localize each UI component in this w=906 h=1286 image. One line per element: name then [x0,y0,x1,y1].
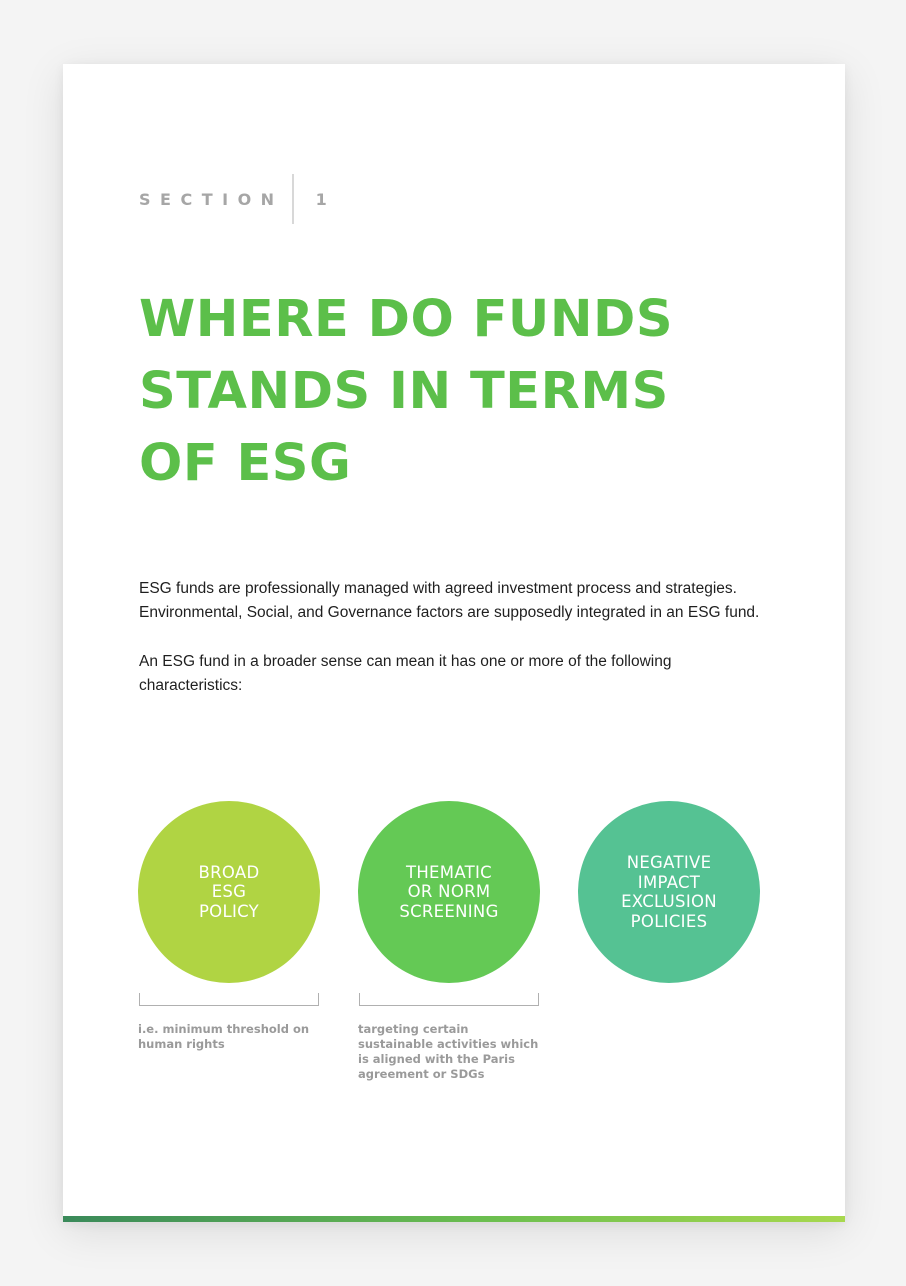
circle-label-line: POLICY [198,901,260,921]
note-line: human rights [138,1037,225,1051]
intro-paragraph: ESG funds are professionally managed with agreed investment process and strategies. Environmental, Social, and Governance factors are supposedly integrated in an ESG fund. [139,580,760,621]
note-bracket [359,993,539,1006]
note-line: targeting certain [358,1022,469,1036]
note-bracket [139,993,319,1006]
title-line-2: STANDS IN TERMS [139,362,669,421]
circle-label-line: POLICIES [630,911,708,931]
body-text [139,577,769,723]
note-line: agreement or SDGs [358,1067,485,1081]
title-line-3: OF ESG [139,434,352,493]
circle-label [621,853,717,931]
broad-esg-policy-circle [138,801,320,983]
circle-label-line: OR NORM [407,882,491,902]
bottom-gradient-bar [63,1216,845,1222]
circle-label-line: THEMATIC [405,862,492,882]
page-title [139,284,673,500]
thematic-screening-circle [358,801,540,983]
characteristics-paragraph: An ESG fund in a broader sense can mean it has one or more of the following characteristics: [139,653,672,694]
note-line: sustainable activities which [358,1037,539,1051]
circle-label-line: BROAD [198,862,260,882]
note-line: is aligned with the Paris [358,1052,515,1066]
negative-impact-circle [578,801,760,983]
section-number: 1 [315,189,329,209]
broad-esg-note [138,1022,328,1052]
circle-label [399,863,498,922]
section-word: SECTION [139,189,284,209]
document-page [63,64,845,1222]
circle-label-line: EXCLUSION [621,892,717,911]
circle-label-line: IMPACT [637,872,701,892]
title-line-1: WHERE DO FUNDS [139,290,674,349]
section-divider [292,174,294,224]
circle-label-line: ESG [211,882,247,902]
circle-label-line: SCREENING [399,901,499,921]
section-label [139,174,329,224]
note-line: i.e. minimum threshold on [138,1022,310,1036]
circle-label-line: NEGATIVE [626,853,712,872]
thematic-screening-note [358,1022,548,1082]
circle-label [199,863,260,922]
